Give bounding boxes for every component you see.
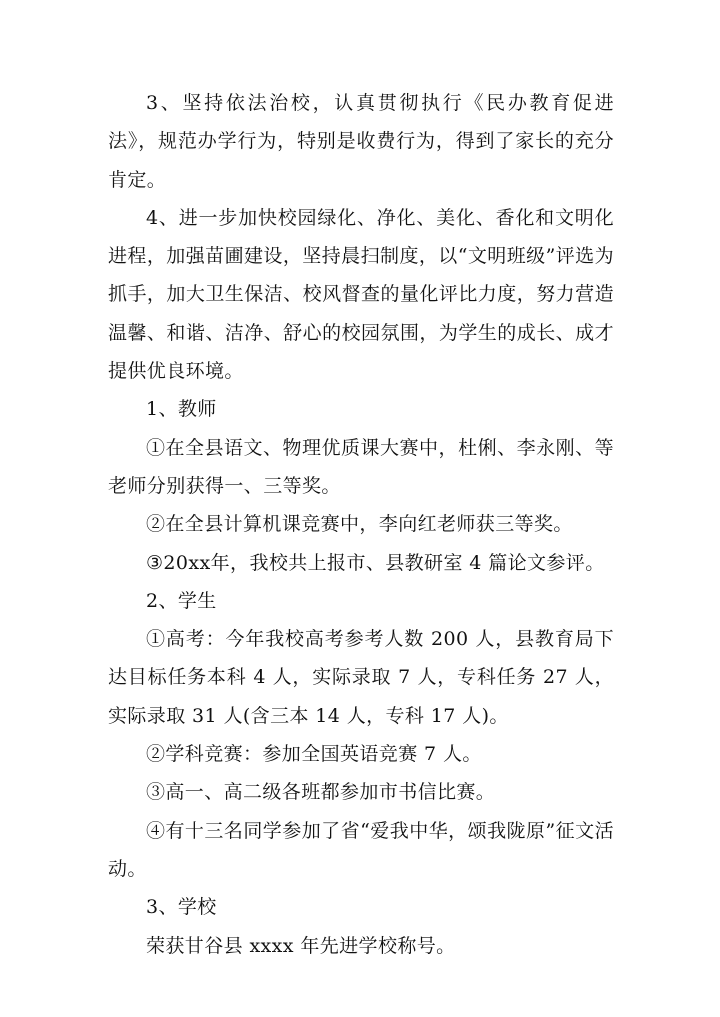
paragraph-teacher-award-3: ③20xx年，我校共上报市、县教研室 4 篇论文参评。 bbox=[146, 551, 605, 574]
paragraph-student-letter-contest: ③高一、高二级各班都参加市书信比赛。 bbox=[146, 781, 496, 804]
paragraph-teacher-award-1: ①在全县语文、物理优质课大赛中，杜俐、李永刚、等老师分别获得一、三等奖。 bbox=[108, 436, 614, 497]
section-heading-teachers: 1、教师 bbox=[146, 398, 217, 421]
paragraph-school-honor: 荣获甘谷县 xxxx 年先进学校称号。 bbox=[146, 934, 456, 957]
paragraph-teacher-award-2: ②在全县计算机课竞赛中，李向红老师获三等奖。 bbox=[146, 513, 573, 536]
paragraph-student-competition: ②学科竞赛：参加全国英语竞赛 7 人。 bbox=[146, 743, 482, 766]
paragraph-campus-greening: 4、进一步加快校园绿化、净化、美化、香化和文明化进程，加强苗圃建设，坚持晨扫制度，以“文明班级”评选为抓手，加大卫生保洁、校风督查的量化评比力度，努力营造温馨、和谐、洁净、舒心的校园氛围，为学生的成长、成才提供优良环境。 bbox=[108, 206, 614, 383]
section-heading-students: 2、学生 bbox=[146, 589, 217, 612]
document-body bbox=[108, 84, 614, 965]
paragraph-student-essay: ④有十三名同学参加了省“爱我中华，颂我陇原”征文活动。 bbox=[108, 819, 614, 880]
section-heading-school: 3、学校 bbox=[146, 896, 217, 919]
paragraph-student-exam: ①高考：今年我校高考参考人数 200 人，县教育局下达目标任务本科 4 人，实际录取 7 人，专科任务 27 人，实际录取 31 人(含三本 14 人，专科 17 人)。 bbox=[108, 628, 614, 727]
paragraph-law-compliance: 3、坚持依法治校，认真贯彻执行《民办教育促进法》，规范办学行为，特别是收费行为，得到了家长的充分肯定。 bbox=[108, 92, 614, 191]
